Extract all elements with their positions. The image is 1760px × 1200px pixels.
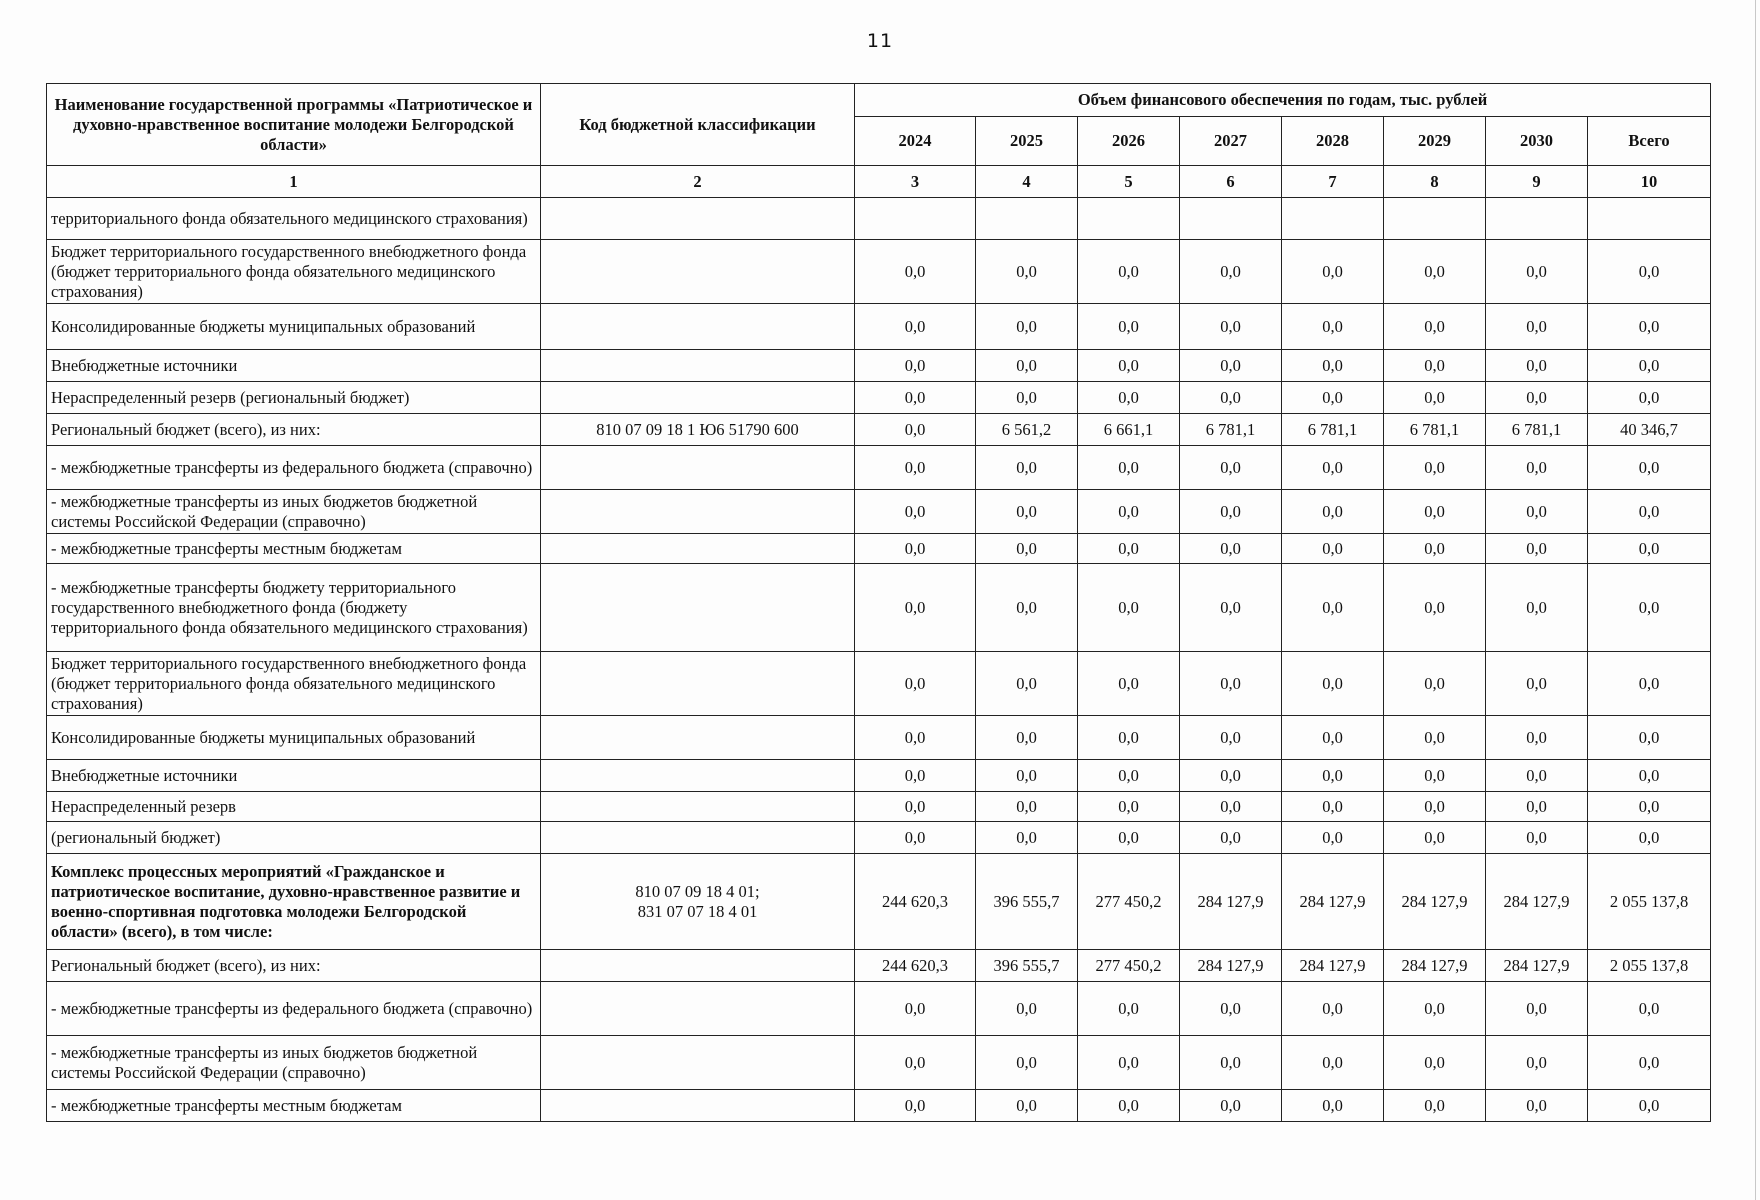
row-year-value: 0,0 <box>1486 382 1588 414</box>
row-year-value: 0,0 <box>1078 1090 1180 1122</box>
row-budget-code <box>541 446 855 490</box>
row-year-value: 6 781,1 <box>1486 414 1588 446</box>
row-budget-code <box>541 350 855 382</box>
table-row <box>47 564 1711 652</box>
row-budget-code <box>541 982 855 1036</box>
page-edge-line <box>1755 0 1756 1200</box>
row-year-value: 0,0 <box>1180 716 1282 760</box>
row-year-value: 0,0 <box>855 652 976 716</box>
table-row <box>47 792 1711 822</box>
financing-table <box>46 83 1711 1122</box>
row-year-value: 0,0 <box>1384 382 1486 414</box>
row-year-value: 0,0 <box>1282 490 1384 534</box>
table-row <box>47 950 1711 982</box>
row-year-value: 0,0 <box>976 534 1078 564</box>
row-year-value: 0,0 <box>1282 446 1384 490</box>
row-year-value: 0,0 <box>1486 446 1588 490</box>
row-year-value: 0,0 <box>1486 1036 1588 1090</box>
row-total-value: 0,0 <box>1588 1090 1711 1122</box>
header-year: 2026 <box>1078 117 1180 166</box>
row-year-value: 0,0 <box>855 564 976 652</box>
row-name: - межбюджетные трансферты из федерального бюджета (справочно) <box>47 982 541 1036</box>
row-total-value: 0,0 <box>1588 564 1711 652</box>
row-year-value: 0,0 <box>855 350 976 382</box>
row-total-value: 2 055 137,8 <box>1588 950 1711 982</box>
row-year-value <box>1282 198 1384 240</box>
row-year-value: 277 450,2 <box>1078 854 1180 950</box>
column-number: 2 <box>541 166 855 198</box>
row-budget-code <box>541 198 855 240</box>
row-year-value: 0,0 <box>855 534 976 564</box>
row-name: (региональный бюджет) <box>47 822 541 854</box>
row-year-value: 0,0 <box>1384 350 1486 382</box>
row-year-value: 0,0 <box>1282 534 1384 564</box>
row-year-value <box>1486 198 1588 240</box>
row-total-value: 40 346,7 <box>1588 414 1711 446</box>
row-year-value: 0,0 <box>1384 240 1486 304</box>
row-year-value: 0,0 <box>1282 982 1384 1036</box>
row-year-value: 0,0 <box>1180 564 1282 652</box>
row-total-value: 0,0 <box>1588 490 1711 534</box>
row-year-value: 0,0 <box>1078 1036 1180 1090</box>
row-total-value: 0,0 <box>1588 716 1711 760</box>
row-year-value: 0,0 <box>855 446 976 490</box>
row-year-value: 0,0 <box>1180 652 1282 716</box>
header-total: Всего <box>1588 117 1711 166</box>
table-body <box>47 198 1711 1122</box>
row-year-value: 0,0 <box>855 490 976 534</box>
row-year-value: 0,0 <box>1078 564 1180 652</box>
row-year-value: 0,0 <box>1078 822 1180 854</box>
row-total-value: 0,0 <box>1588 350 1711 382</box>
row-total-value: 0,0 <box>1588 982 1711 1036</box>
row-total-value: 0,0 <box>1588 240 1711 304</box>
row-year-value: 0,0 <box>1486 792 1588 822</box>
row-year-value: 6 661,1 <box>1078 414 1180 446</box>
row-year-value: 0,0 <box>855 240 976 304</box>
page-number: 11 <box>866 30 894 52</box>
row-year-value: 284 127,9 <box>1384 854 1486 950</box>
row-name: Бюджет территориального государственного внебюджетного фонда (бюджет территориального фонда обязательного медицинского страхования) <box>47 652 541 716</box>
row-budget-code <box>541 564 855 652</box>
row-year-value: 0,0 <box>1180 350 1282 382</box>
table-row <box>47 760 1711 792</box>
table-row <box>47 982 1711 1036</box>
row-year-value: 0,0 <box>855 792 976 822</box>
row-year-value: 396 555,7 <box>976 854 1078 950</box>
table-row <box>47 350 1711 382</box>
table-row <box>47 716 1711 760</box>
row-year-value: 0,0 <box>1180 446 1282 490</box>
table-row <box>47 822 1711 854</box>
row-year-value: 0,0 <box>1180 1036 1282 1090</box>
row-year-value: 0,0 <box>1078 240 1180 304</box>
row-budget-code <box>541 382 855 414</box>
table-row <box>47 382 1711 414</box>
column-number: 9 <box>1486 166 1588 198</box>
column-number: 5 <box>1078 166 1180 198</box>
row-year-value: 0,0 <box>1486 490 1588 534</box>
row-year-value: 0,0 <box>1180 490 1282 534</box>
row-year-value: 0,0 <box>1180 240 1282 304</box>
row-total-value: 2 055 137,8 <box>1588 854 1711 950</box>
row-year-value: 0,0 <box>976 240 1078 304</box>
row-budget-code: 810 07 09 18 1 Ю6 51790 600 <box>541 414 855 446</box>
header-year: 2027 <box>1180 117 1282 166</box>
row-name: - межбюджетные трансферты из иных бюджетов бюджетной системы Российской Федерации (справочно) <box>47 1036 541 1090</box>
row-year-value: 0,0 <box>855 304 976 350</box>
row-year-value: 0,0 <box>1078 304 1180 350</box>
row-name: территориального фонда обязательного медицинского страхования) <box>47 198 541 240</box>
row-year-value: 0,0 <box>976 982 1078 1036</box>
table-row <box>47 490 1711 534</box>
table-row <box>47 414 1711 446</box>
row-budget-code <box>541 1036 855 1090</box>
row-year-value: 0,0 <box>976 304 1078 350</box>
row-budget-code <box>541 490 855 534</box>
column-number: 7 <box>1282 166 1384 198</box>
row-year-value: 0,0 <box>1078 446 1180 490</box>
row-budget-code <box>541 716 855 760</box>
row-year-value: 0,0 <box>1486 564 1588 652</box>
row-year-value: 0,0 <box>1486 760 1588 792</box>
header-year: 2024 <box>855 117 976 166</box>
row-year-value: 0,0 <box>1486 652 1588 716</box>
row-year-value: 6 781,1 <box>1384 414 1486 446</box>
row-year-value: 0,0 <box>976 1090 1078 1122</box>
row-total-value: 0,0 <box>1588 304 1711 350</box>
row-year-value: 0,0 <box>1180 822 1282 854</box>
row-year-value: 0,0 <box>1180 982 1282 1036</box>
row-year-value: 0,0 <box>1384 304 1486 350</box>
row-year-value: 0,0 <box>1282 1036 1384 1090</box>
row-year-value: 0,0 <box>1486 716 1588 760</box>
table-row <box>47 446 1711 490</box>
table-row <box>47 1090 1711 1122</box>
row-name: Комплекс процессных мероприятий «Гражданское и патриотическое воспитание, духовно-нравственное развитие и военно-спортивная подготовка молодежи Белгородской области» (всего), в том числе: <box>47 854 541 950</box>
row-total-value: 0,0 <box>1588 760 1711 792</box>
row-year-value: 244 620,3 <box>855 854 976 950</box>
row-name: Региональный бюджет (всего), из них: <box>47 950 541 982</box>
row-year-value: 0,0 <box>855 1090 976 1122</box>
row-year-value: 0,0 <box>855 716 976 760</box>
row-year-value: 396 555,7 <box>976 950 1078 982</box>
row-year-value <box>1078 198 1180 240</box>
row-total-value: 0,0 <box>1588 1036 1711 1090</box>
row-year-value: 0,0 <box>855 1036 976 1090</box>
table-row <box>47 1036 1711 1090</box>
table-row <box>47 534 1711 564</box>
column-number: 8 <box>1384 166 1486 198</box>
row-year-value: 284 127,9 <box>1180 854 1282 950</box>
row-name: - межбюджетные трансферты из федерального бюджета (справочно) <box>47 446 541 490</box>
row-year-value: 0,0 <box>1486 822 1588 854</box>
row-year-value: 0,0 <box>855 414 976 446</box>
row-year-value: 0,0 <box>1180 1090 1282 1122</box>
row-year-value: 0,0 <box>1384 564 1486 652</box>
row-year-value: 0,0 <box>1078 760 1180 792</box>
row-year-value: 0,0 <box>855 982 976 1036</box>
row-year-value: 0,0 <box>976 716 1078 760</box>
row-year-value: 0,0 <box>1078 792 1180 822</box>
row-year-value: 0,0 <box>1180 792 1282 822</box>
row-name: Внебюджетные источники <box>47 760 541 792</box>
row-year-value: 0,0 <box>1384 490 1486 534</box>
row-year-value: 0,0 <box>1486 534 1588 564</box>
row-year-value: 6 561,2 <box>976 414 1078 446</box>
table-header <box>47 84 1711 198</box>
row-year-value: 0,0 <box>1078 982 1180 1036</box>
row-year-value: 0,0 <box>1486 1090 1588 1122</box>
row-year-value: 284 127,9 <box>1282 854 1384 950</box>
row-year-value: 0,0 <box>1180 304 1282 350</box>
row-year-value: 0,0 <box>976 490 1078 534</box>
row-budget-code <box>541 792 855 822</box>
row-year-value: 0,0 <box>1384 1090 1486 1122</box>
row-budget-code <box>541 950 855 982</box>
row-name: Региональный бюджет (всего), из них: <box>47 414 541 446</box>
table-row <box>47 304 1711 350</box>
row-budget-code <box>541 304 855 350</box>
row-name: Консолидированные бюджеты муниципальных образований <box>47 716 541 760</box>
row-budget-code <box>541 1090 855 1122</box>
header-program-name: Наименование государственной программы «Патриотическое и духовно-нравственное воспитание молодежи Белгородской области» <box>47 84 541 166</box>
row-year-value: 0,0 <box>1180 382 1282 414</box>
row-year-value: 0,0 <box>976 652 1078 716</box>
row-year-value: 0,0 <box>976 350 1078 382</box>
row-year-value: 0,0 <box>1384 792 1486 822</box>
row-total-value: 0,0 <box>1588 534 1711 564</box>
row-year-value: 0,0 <box>976 760 1078 792</box>
row-year-value: 0,0 <box>1486 304 1588 350</box>
row-year-value: 0,0 <box>1180 534 1282 564</box>
row-budget-code <box>541 534 855 564</box>
row-year-value: 0,0 <box>1384 652 1486 716</box>
row-year-value <box>1180 198 1282 240</box>
row-name: - межбюджетные трансферты местным бюджетам <box>47 1090 541 1122</box>
row-year-value: 0,0 <box>1282 760 1384 792</box>
row-year-value: 0,0 <box>1078 534 1180 564</box>
row-year-value: 0,0 <box>976 446 1078 490</box>
row-year-value: 0,0 <box>1282 382 1384 414</box>
row-name: Нераспределенный резерв <box>47 792 541 822</box>
row-total-value: 0,0 <box>1588 652 1711 716</box>
row-year-value: 0,0 <box>1078 350 1180 382</box>
row-year-value: 0,0 <box>855 382 976 414</box>
row-year-value: 284 127,9 <box>1282 950 1384 982</box>
header-year: 2029 <box>1384 117 1486 166</box>
row-year-value: 0,0 <box>976 822 1078 854</box>
row-budget-code <box>541 822 855 854</box>
row-year-value: 0,0 <box>1078 382 1180 414</box>
row-year-value: 6 781,1 <box>1282 414 1384 446</box>
row-year-value: 0,0 <box>976 792 1078 822</box>
row-year-value: 0,0 <box>1384 760 1486 792</box>
row-year-value: 277 450,2 <box>1078 950 1180 982</box>
row-year-value: 0,0 <box>1078 652 1180 716</box>
row-year-value: 0,0 <box>1078 716 1180 760</box>
row-budget-code <box>541 240 855 304</box>
row-year-value: 0,0 <box>1282 822 1384 854</box>
row-year-value: 0,0 <box>976 1036 1078 1090</box>
row-year-value <box>855 198 976 240</box>
header-year: 2025 <box>976 117 1078 166</box>
row-year-value: 0,0 <box>1078 490 1180 534</box>
row-name: - межбюджетные трансферты из иных бюджетов бюджетной системы Российской Федерации (справочно) <box>47 490 541 534</box>
header-year: 2030 <box>1486 117 1588 166</box>
row-year-value <box>1384 198 1486 240</box>
row-year-value: 0,0 <box>855 822 976 854</box>
row-year-value: 0,0 <box>1486 350 1588 382</box>
table-row <box>47 198 1711 240</box>
row-year-value: 0,0 <box>1384 822 1486 854</box>
column-number: 4 <box>976 166 1078 198</box>
row-year-value: 284 127,9 <box>1384 950 1486 982</box>
column-number: 10 <box>1588 166 1711 198</box>
column-number: 1 <box>47 166 541 198</box>
row-year-value: 0,0 <box>1282 652 1384 716</box>
row-year-value: 0,0 <box>1180 760 1282 792</box>
row-budget-code <box>541 760 855 792</box>
row-year-value: 244 620,3 <box>855 950 976 982</box>
row-name: - межбюджетные трансферты местным бюджетам <box>47 534 541 564</box>
row-total-value: 0,0 <box>1588 822 1711 854</box>
row-year-value: 6 781,1 <box>1180 414 1282 446</box>
row-budget-code <box>541 652 855 716</box>
row-name: Внебюджетные источники <box>47 350 541 382</box>
row-year-value: 284 127,9 <box>1486 950 1588 982</box>
row-total-value: 0,0 <box>1588 792 1711 822</box>
row-name: Нераспределенный резерв (региональный бюджет) <box>47 382 541 414</box>
row-year-value: 0,0 <box>1384 1036 1486 1090</box>
header-row <box>47 84 1711 117</box>
row-year-value: 0,0 <box>976 564 1078 652</box>
table-row <box>47 854 1711 950</box>
row-year-value: 0,0 <box>1384 534 1486 564</box>
row-total-value <box>1588 198 1711 240</box>
row-year-value: 0,0 <box>1282 716 1384 760</box>
header-funding-title: Объем финансового обеспечения по годам, тыс. рублей <box>855 84 1711 117</box>
column-numbers-row <box>47 166 1711 198</box>
row-year-value: 0,0 <box>1384 446 1486 490</box>
row-year-value: 284 127,9 <box>1180 950 1282 982</box>
row-year-value: 0,0 <box>855 760 976 792</box>
column-number: 6 <box>1180 166 1282 198</box>
row-budget-code: 810 07 09 18 4 01; 831 07 07 18 4 01 <box>541 854 855 950</box>
row-year-value: 0,0 <box>1384 716 1486 760</box>
row-year-value: 0,0 <box>976 382 1078 414</box>
row-total-value: 0,0 <box>1588 446 1711 490</box>
row-name: Бюджет территориального государственного внебюджетного фонда (бюджет территориального фонда обязательного медицинского страхования) <box>47 240 541 304</box>
row-name: Консолидированные бюджеты муниципальных образований <box>47 304 541 350</box>
row-year-value: 0,0 <box>1282 350 1384 382</box>
row-name: - межбюджетные трансферты бюджету территориального государственного внебюджетного фонда (бюджету территориального фонда обязательного медицинского страхования) <box>47 564 541 652</box>
row-year-value: 0,0 <box>1486 982 1588 1036</box>
row-year-value: 0,0 <box>1282 304 1384 350</box>
row-year-value: 0,0 <box>1282 564 1384 652</box>
row-year-value: 0,0 <box>1282 792 1384 822</box>
row-year-value: 0,0 <box>1282 1090 1384 1122</box>
column-number: 3 <box>855 166 976 198</box>
row-year-value: 0,0 <box>1384 982 1486 1036</box>
row-year-value <box>976 198 1078 240</box>
header-budget-code: Код бюджетной классификации <box>541 84 855 166</box>
row-total-value: 0,0 <box>1588 382 1711 414</box>
row-year-value: 0,0 <box>1486 240 1588 304</box>
row-year-value: 284 127,9 <box>1486 854 1588 950</box>
row-year-value: 0,0 <box>1282 240 1384 304</box>
table-row <box>47 240 1711 304</box>
header-year: 2028 <box>1282 117 1384 166</box>
table-row <box>47 652 1711 716</box>
